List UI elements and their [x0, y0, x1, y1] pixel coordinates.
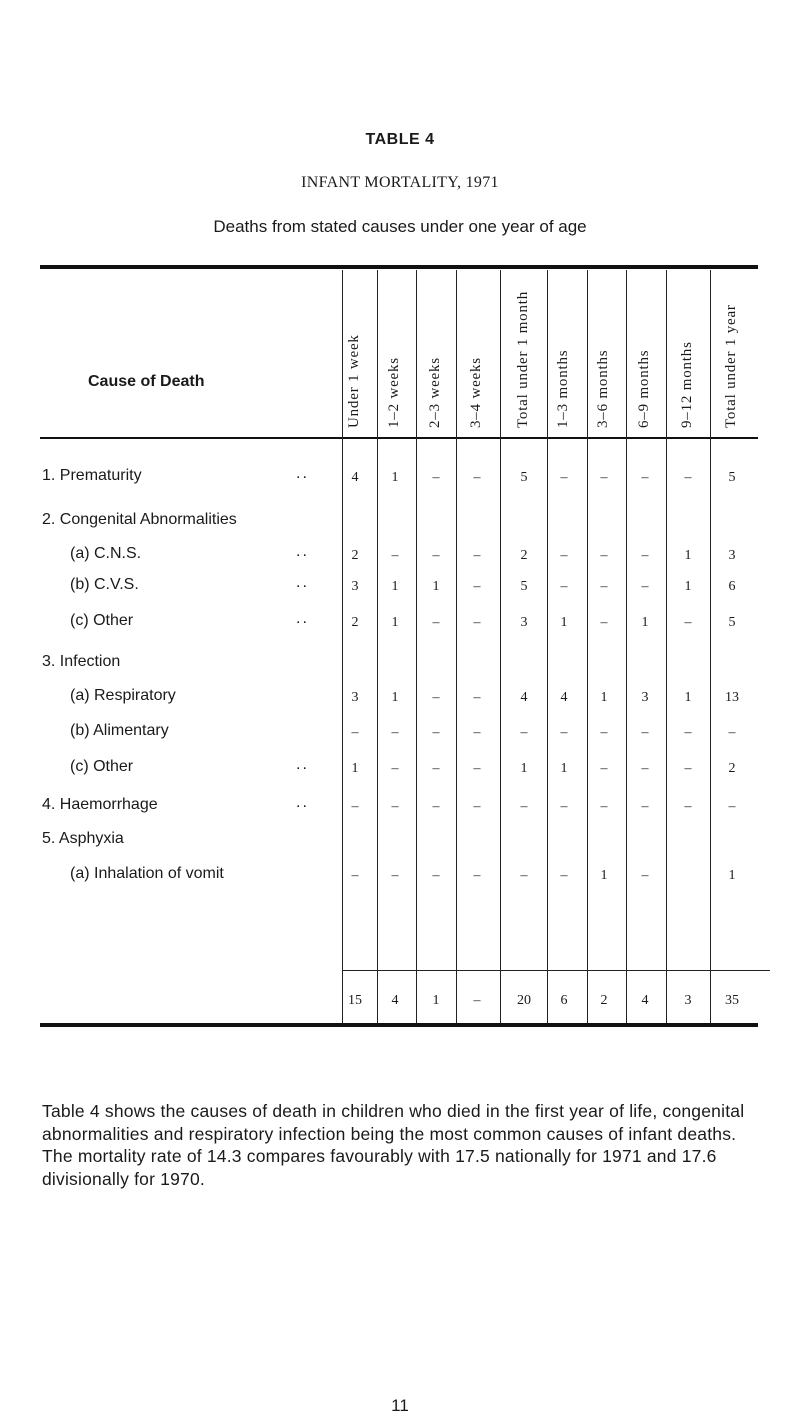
- table-cell: 13: [725, 690, 739, 705]
- table-cell: –: [560, 799, 568, 814]
- table-cell: –: [560, 725, 568, 740]
- table-cell: –: [391, 725, 399, 740]
- table-cell: 5: [728, 470, 736, 485]
- table-cell: –: [600, 799, 608, 814]
- table-cell: 4: [560, 690, 568, 705]
- table-cell: –: [600, 615, 608, 630]
- table-cell: –: [641, 868, 649, 883]
- table-cell: 5: [520, 579, 528, 594]
- table-cell: –: [432, 615, 440, 630]
- table-cell: –: [560, 868, 568, 883]
- table-cell: –: [641, 470, 649, 485]
- table-cell: –: [473, 579, 481, 594]
- table-cell: –: [520, 725, 528, 740]
- column-header: 1–3 months: [555, 349, 571, 428]
- table-cell: –: [391, 799, 399, 814]
- table-cell: 1: [391, 615, 399, 630]
- table-cell: –: [560, 470, 568, 485]
- leader-dots: ..: [296, 610, 309, 627]
- table-cell: 3: [351, 579, 359, 594]
- table-cell: –: [600, 761, 608, 776]
- table-cell: 5: [728, 615, 736, 630]
- table-cell: –: [473, 761, 481, 776]
- table-cell: –: [432, 470, 440, 485]
- table-cell: –: [641, 548, 649, 563]
- total-cell: 6: [560, 993, 568, 1008]
- row-label: 3. Infection: [42, 653, 121, 670]
- row-label: (c) Other: [70, 612, 134, 629]
- row-label: 2. Congenital Abnormalities: [42, 511, 237, 528]
- table-cell: 1: [560, 761, 568, 776]
- table-caption: Deaths from stated causes under one year of age: [213, 217, 587, 236]
- table-cell: –: [473, 548, 481, 563]
- table-cell: 1: [520, 761, 528, 776]
- table-cell: 1: [641, 615, 649, 630]
- total-cell: 15: [348, 993, 362, 1008]
- table-cell: –: [473, 799, 481, 814]
- table-cell: 1: [728, 868, 736, 883]
- table-cell: 1: [684, 548, 692, 563]
- table-cell: –: [351, 868, 359, 883]
- table-cell: –: [432, 868, 440, 883]
- table-cell: –: [432, 548, 440, 563]
- table-cell: 1: [351, 761, 359, 776]
- table-cell: –: [432, 799, 440, 814]
- table-cell: 1: [391, 470, 399, 485]
- top-rule: [40, 265, 758, 269]
- column-divider: [377, 270, 378, 1023]
- table-cell: 3: [728, 548, 736, 563]
- table-cell: 2: [520, 548, 528, 563]
- table-cell: 1: [560, 615, 568, 630]
- total-cell: –: [473, 993, 481, 1008]
- table-cell: –: [728, 799, 736, 814]
- table-cell: –: [684, 799, 692, 814]
- table-cell: 1: [684, 690, 692, 705]
- table-cell: –: [684, 615, 692, 630]
- table-cell: 3: [351, 690, 359, 705]
- total-cell: 4: [391, 993, 399, 1008]
- table-cell: –: [600, 725, 608, 740]
- table-cell: –: [641, 761, 649, 776]
- column-header: 1–2 weeks: [386, 357, 402, 428]
- table-cell: 1: [684, 579, 692, 594]
- table-cell: –: [432, 761, 440, 776]
- table-cell: –: [684, 470, 692, 485]
- column-header: Total under 1 year: [723, 304, 739, 428]
- table-cell: 1: [600, 690, 608, 705]
- leader-dots: ..: [296, 574, 309, 591]
- table-cell: 2: [351, 615, 359, 630]
- column-header: Under 1 week: [346, 334, 362, 428]
- table-cell: –: [473, 690, 481, 705]
- column-divider: [666, 270, 667, 1023]
- column-header: 6–9 months: [636, 349, 652, 428]
- column-divider: [416, 270, 417, 1023]
- table-cell: 2: [728, 761, 736, 776]
- leader-dots: ..: [296, 543, 309, 560]
- table-cell: –: [560, 548, 568, 563]
- total-cell: 20: [517, 993, 531, 1008]
- table-cell: –: [473, 470, 481, 485]
- table-cell: –: [684, 725, 692, 740]
- leader-dots: ..: [296, 465, 309, 482]
- table-cell: –: [600, 470, 608, 485]
- table-cell: 1: [391, 690, 399, 705]
- column-divider: [500, 270, 501, 1023]
- table-cell: –: [391, 548, 399, 563]
- column-header: Total under 1 month: [515, 290, 531, 428]
- table-cell: 3: [641, 690, 649, 705]
- column-header: 9–12 months: [679, 341, 695, 428]
- table-title: TABLE 4: [365, 131, 435, 148]
- total-cell: 1: [432, 993, 440, 1008]
- table-cell: –: [432, 690, 440, 705]
- leader-dots: ..: [296, 794, 309, 811]
- table-cell: –: [641, 799, 649, 814]
- bottom-rule: [40, 1023, 758, 1027]
- column-divider: [710, 270, 711, 1023]
- table-cell: –: [391, 761, 399, 776]
- table-cell: –: [391, 868, 399, 883]
- column-divider: [547, 270, 548, 1023]
- table-subtitle: INFANT MORTALITY, 1971: [301, 174, 499, 191]
- table-cell: –: [641, 579, 649, 594]
- header-rule: [40, 437, 758, 439]
- table-cell: –: [728, 725, 736, 740]
- table-cell: –: [351, 725, 359, 740]
- row-label: 5. Asphyxia: [42, 830, 124, 847]
- page-number: 11: [391, 1396, 409, 1415]
- total-cell: 2: [600, 993, 608, 1008]
- table-cell: 1: [432, 579, 440, 594]
- row-label: (a) C.N.S.: [70, 545, 142, 562]
- table-cell: –: [473, 868, 481, 883]
- table-cell: 5: [520, 470, 528, 485]
- column-divider: [342, 270, 343, 1023]
- table-cell: –: [473, 725, 481, 740]
- cause-of-death-header: Cause of Death: [88, 373, 205, 390]
- table-cell: –: [351, 799, 359, 814]
- total-cell: 35: [725, 993, 739, 1008]
- table-cell: –: [520, 799, 528, 814]
- column-header: 3–6 months: [595, 349, 611, 428]
- commentary-paragraph: Table 4 shows the causes of death in children who died in the first year of life, congenital abnormalities and respiratory infection being the most common causes of infant deaths. The mortality rate of 14.3 compares favourably with 17.5 nationally for 1971 and 17.6 divisionally for 1970.: [42, 1101, 745, 1189]
- row-label: (b) Alimentary: [70, 722, 169, 739]
- total-cell: 3: [684, 993, 692, 1008]
- table-cell: –: [600, 579, 608, 594]
- row-label: (a) Inhalation of vomit: [70, 865, 224, 882]
- table-cell: 3: [520, 615, 528, 630]
- table-cell: 2: [351, 548, 359, 563]
- column-divider: [456, 270, 457, 1023]
- column-header: 3–4 weeks: [468, 357, 484, 428]
- row-label: (a) Respiratory: [70, 687, 176, 704]
- column-divider: [587, 270, 588, 1023]
- table-cell: –: [520, 868, 528, 883]
- row-label: 1. Prematurity: [42, 467, 142, 484]
- total-cell: 4: [641, 993, 649, 1008]
- leader-dots: ..: [296, 756, 309, 773]
- table-cell: –: [641, 725, 649, 740]
- table-cell: –: [473, 615, 481, 630]
- row-label: (b) C.V.S.: [70, 576, 139, 593]
- table-cell: –: [684, 761, 692, 776]
- column-divider: [626, 270, 627, 1023]
- table-cell: 4: [351, 470, 359, 485]
- row-label: 4. Haemorrhage: [42, 796, 158, 813]
- row-label: (c) Other: [70, 758, 134, 775]
- table-cell: –: [560, 579, 568, 594]
- column-header: 2–3 weeks: [427, 357, 443, 428]
- table-cell: –: [432, 725, 440, 740]
- table-cell: 4: [520, 690, 528, 705]
- table-cell: 1: [600, 868, 608, 883]
- table-cell: 1: [391, 579, 399, 594]
- total-rule: [342, 970, 770, 971]
- table-cell: 6: [728, 579, 736, 594]
- table-cell: –: [600, 548, 608, 563]
